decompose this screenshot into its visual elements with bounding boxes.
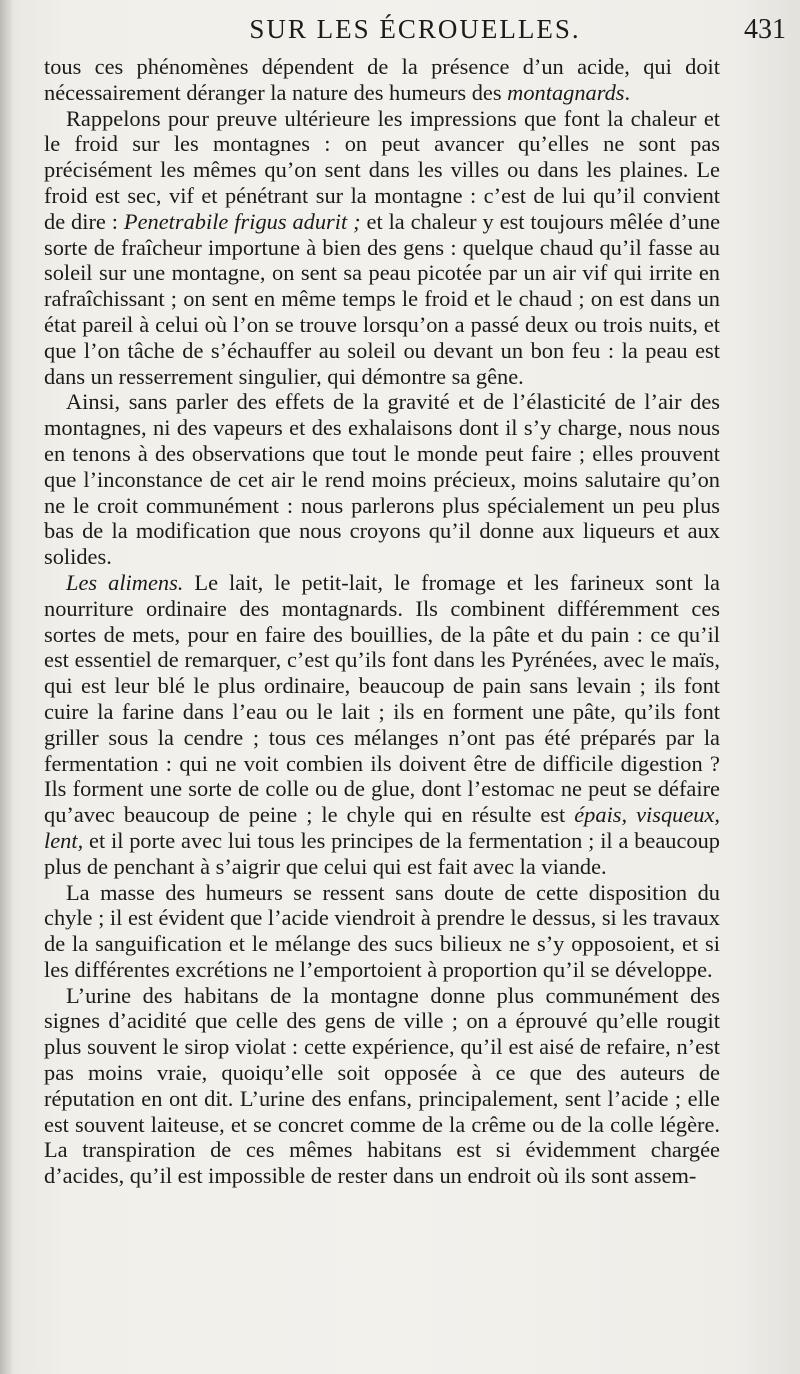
running-head: SUR LES ÉCROUELLES. bbox=[249, 14, 581, 44]
text-run: Rappelons pour preuve ultérieure les impressions que font la chaleur et le froid sur les montagnes : on peut avancer qu’elles ne sont pas précisément les mêmes qu’on sent dans les villes ou dans les plaines. Le froid est sec, vif et pénétrant sur la montagne : c’est de lui qu’il convient de dire : bbox=[44, 105, 720, 234]
paragraph bbox=[44, 106, 720, 390]
text-run: et la chaleur y est toujours mêlée d’une sorte de fraîcheur importune à bien des gens : quelque chaud qu’il fasse au soleil sur une montagne, on sent sa peau picotée par un air vif qui irrite en rafraîchissant ; on sent en même temps le froid et le chaud ; on est dans un état pareil à celui où l’on se trouve lorsqu’on a passé deux ou trois nuits, et que l’on tâche de s’échauffer au soleil ou devant un bon feu : la peau est dans un resserrement singulier, qui démontre sa gêne. bbox=[44, 208, 721, 389]
text-run: Ainsi, sans parler des effets de la gravité et de l’élasticité de l’air des montagnes, ni des vapeurs et des exhalaisons dont il s’y charge, nous nous en tenons à des observations que tout le monde peut faire ; elles prouvent que l’inconstance de cet air le rend moins précieux, moins salutaire qu’on ne le croit communément : nous parlerons plus spécialement un peu plus bas de la modification que nous croyons qu’il donne aux liqueurs et aux solides. bbox=[44, 389, 720, 570]
page-number: 431 bbox=[744, 14, 786, 45]
paragraph bbox=[44, 54, 720, 106]
text-run: Le lait, le petit-lait, le fromage et les farineux sont la nourriture ordinaire des montagnards. Ils combinent différemment ces sortes de mets, pour en faire des bouillies, de la pâte et du pain : ce qu’il est essentiel de remarquer, c’est qu’ils font dans les Pyrénées, avec le maïs, qui est leur blé le plus ordinaire, beaucoup de pain sans levain ; ils font cuire la farine dans l’eau ou le lait ; ils en forment une pâte, qu’ils font griller sous la cendre ; tous ces mélanges n’ont pas été préparés par la fermentation : qui ne voit combien ils doivent être de difficile digestion ? Ils forment une sorte de colle ou de glue, dont l’estomac ne peut se défaire qu’avec beaucoup de peine ; le chyle qui en résulte est bbox=[44, 569, 720, 828]
page-header bbox=[44, 8, 786, 48]
italic-text: épais, visqueux, lent, bbox=[44, 802, 721, 853]
body-text bbox=[44, 54, 720, 1189]
paragraph bbox=[44, 983, 720, 1189]
text-run: L’urine des habitans de la montagne donne plus communément des signes d’acidité que celle des gens de ville ; on a éprouvé qu’elle rougit plus souvent le sirop violat : cette expérience, qu’il est aisé de refaire, n’est pas moins vraie, quoiqu’elle soit opposée à ce que des auteurs de réputation en ont dit. L’urine des enfans, principalement, sent l’acide ; elle est souvent laiteuse, et se concret comme de la crême ou de la colle légère. La transpiration de ces mêmes habitans est si évidemment chargée d’acides, qu’il est impossible de rester dans un endroit où ils sont assem- bbox=[44, 982, 720, 1189]
paragraph bbox=[44, 880, 720, 983]
paragraph bbox=[44, 570, 720, 880]
italic-text: Penetrabile frigus adurit ; bbox=[123, 208, 361, 234]
text-run: . bbox=[624, 79, 631, 105]
page-gutter-shadow bbox=[0, 0, 14, 1374]
italic-text: Les alimens. bbox=[66, 569, 184, 595]
paragraph bbox=[44, 389, 720, 570]
italic-text: montagnards bbox=[507, 79, 625, 105]
text-run: La masse des humeurs se ressent sans doute de cette disposition du chyle ; il est évident que l’acide viendroit à prendre le dessus, si les travaux de la sanguification et le mélange des sucs bilieux ne s’y opposoient, et si les différentes excrétions ne l’emportoient à proportion qu’il se développe. bbox=[44, 879, 720, 982]
text-run: et il porte avec lui tous les principes de la fermentation ; il a beaucoup plus de penchant à s’aigrir que celui qui est fait avec la viande. bbox=[44, 827, 720, 879]
text-run: tous ces phénomènes dépendent de la présence d’un acide, qui doit nécessairement déranger la nature des humeurs des bbox=[44, 54, 720, 105]
